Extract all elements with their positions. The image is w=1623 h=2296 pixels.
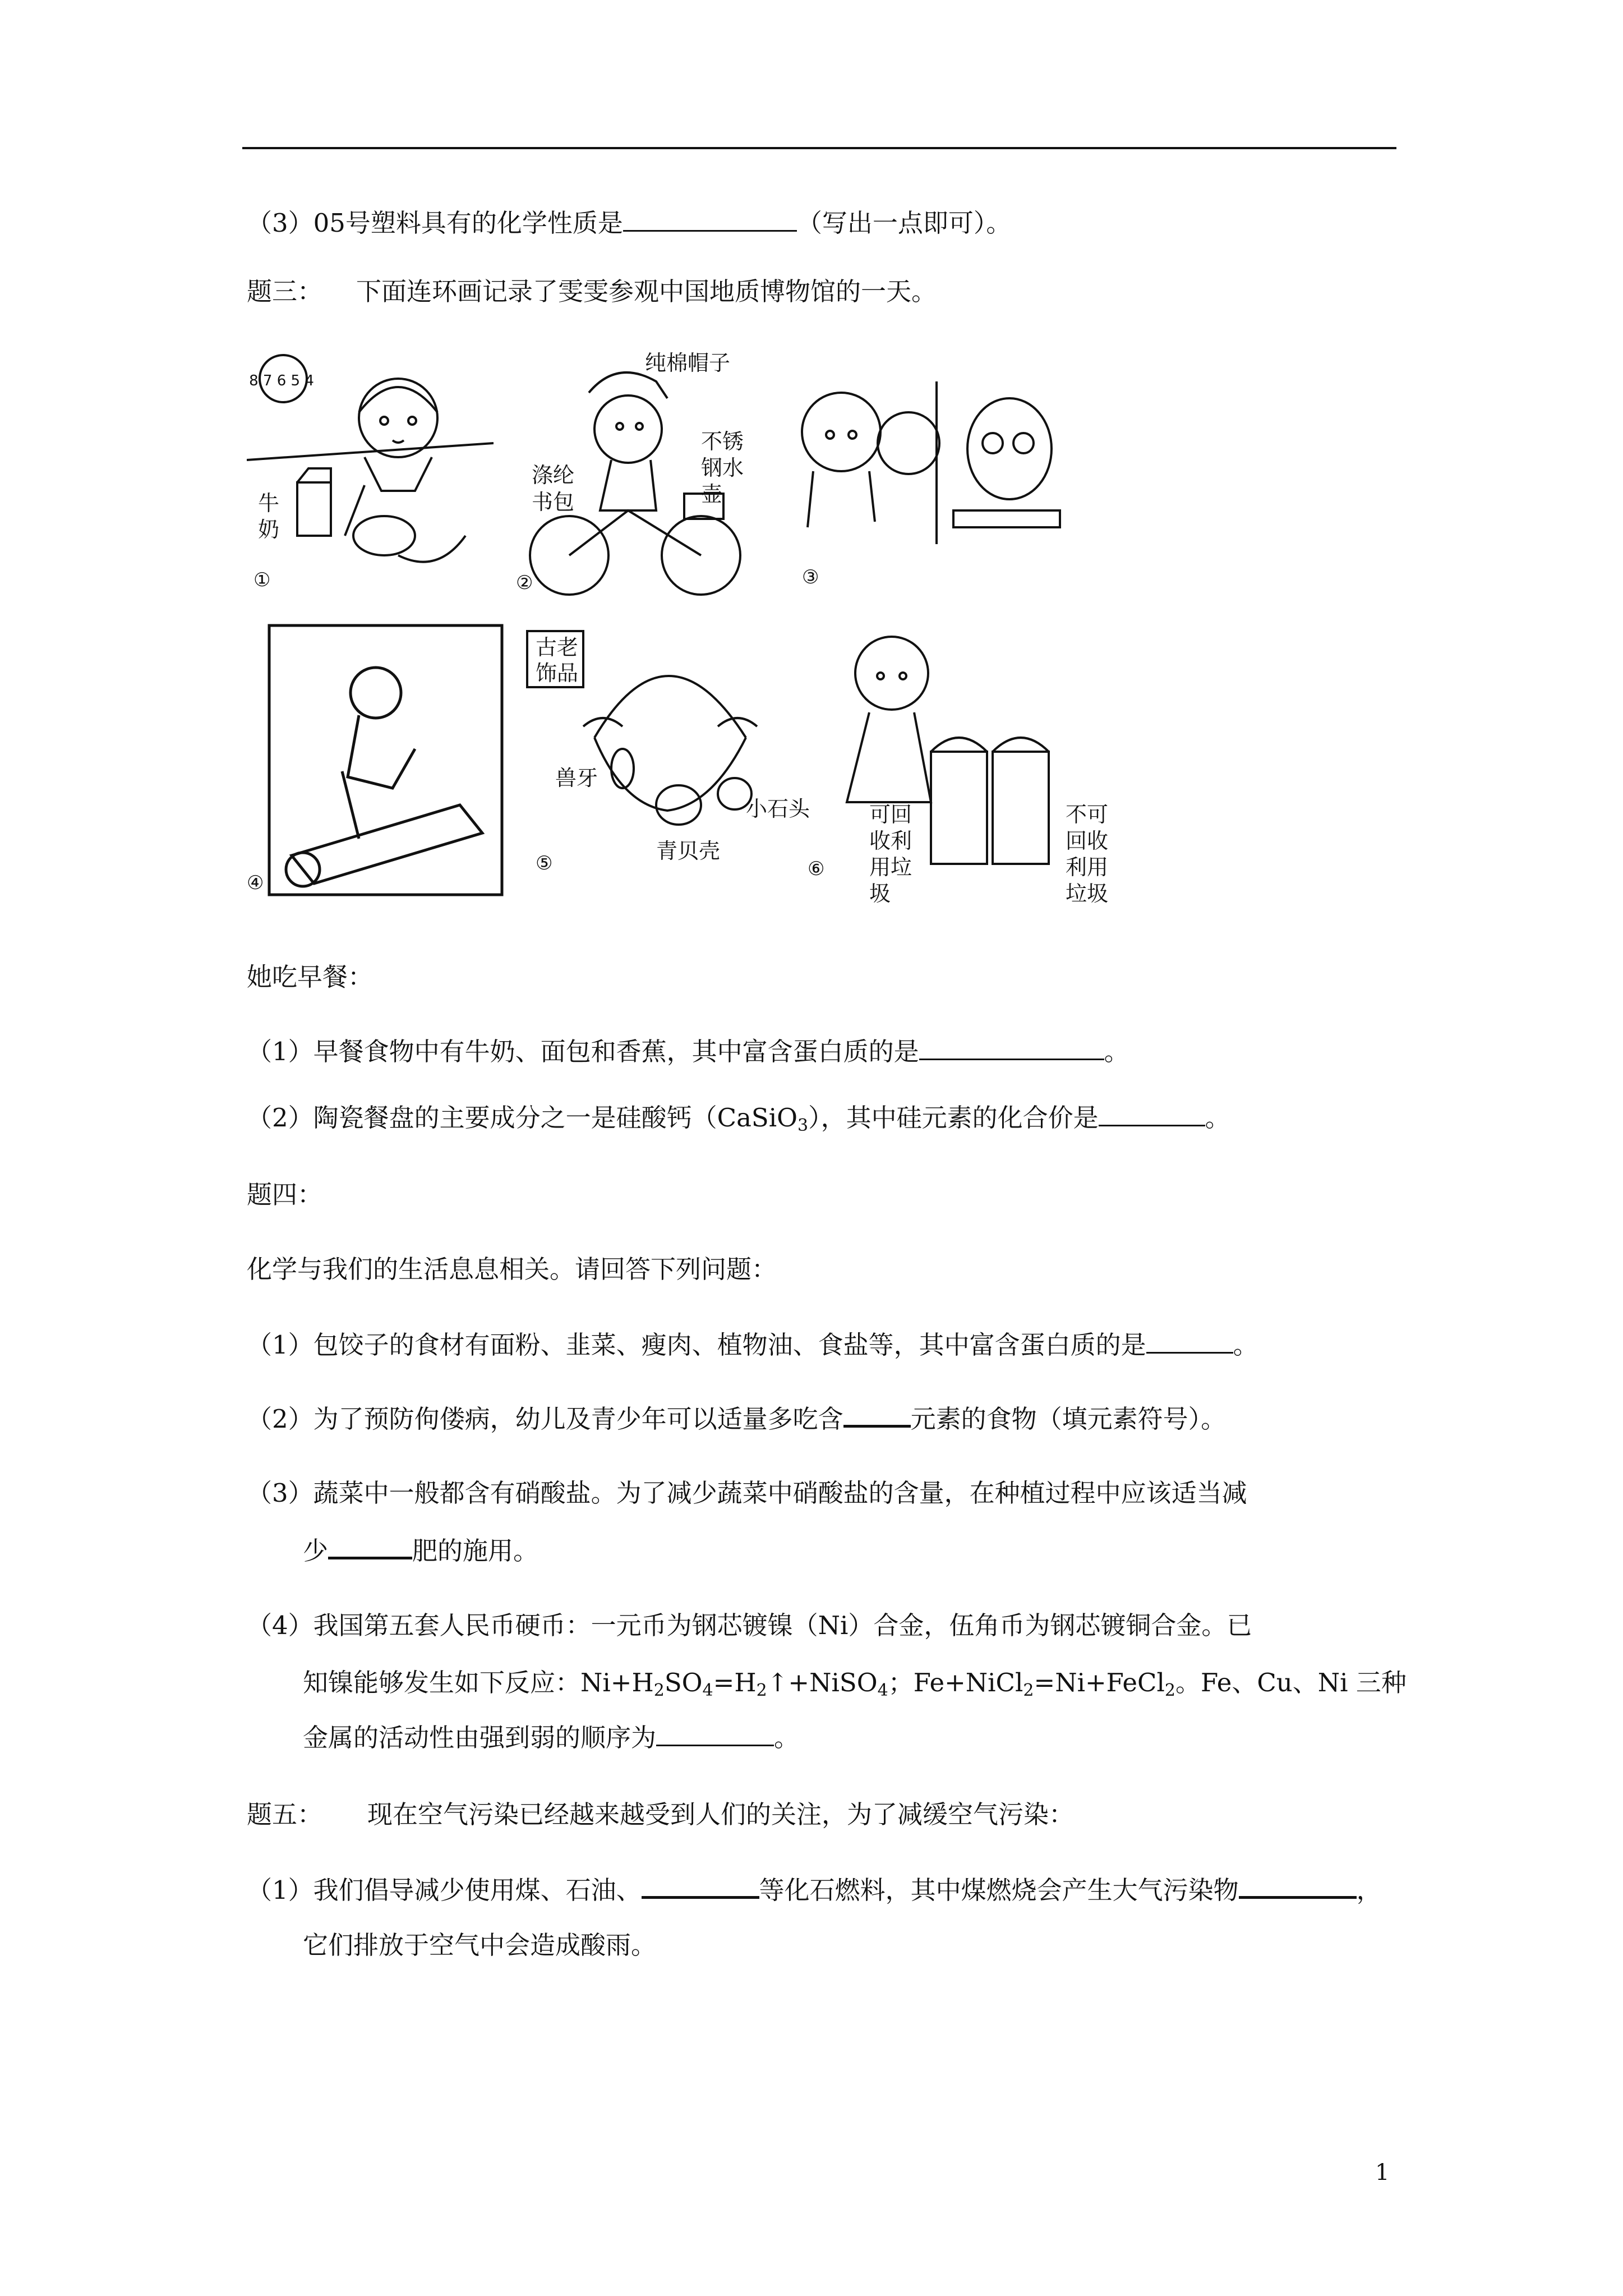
tooth-label: 兽牙 (555, 766, 598, 790)
page-number: 1 (1375, 2160, 1390, 2185)
question-title: 题三： (247, 277, 323, 306)
breakfast-heading: 她吃早餐： (247, 962, 374, 992)
answer-blank[interactable] (623, 208, 797, 232)
panel-number-5: ⑤ (536, 852, 553, 875)
q4-item-4b: 知镍能够发生如下反应：$Ni+H_2SO_4=H_2↑+NiSO_4$；Fe+NiCl$_2$=Ni+FeCl$_2$。Fe、Cu、Ni 三种 (303, 1668, 1407, 1700)
q4-item-3a: （3）蔬菜中一般都含有硝酸盐。为了减少蔬菜中硝酸盐的含量，在种植过程中应该适当减 (247, 1478, 1247, 1508)
polyester-label-1: 涤纶 (532, 463, 575, 487)
q5-item-1b: 它们排放于空气中会造成酸雨。 (303, 1930, 657, 1960)
answer-blank[interactable] (656, 1722, 774, 1746)
comic-panel-6 (808, 628, 1122, 928)
milk-label-1: 牛 (258, 491, 280, 516)
answer-blank[interactable] (1239, 1874, 1357, 1899)
q3-title-line (247, 275, 937, 309)
steel-label-3: 壶 (701, 482, 723, 507)
panel-number-3: ③ (802, 566, 819, 588)
panel-number-2: ② (516, 572, 533, 594)
steel-label-1: 不锈 (701, 429, 744, 454)
comic-panel-2 (516, 342, 808, 603)
answer-blank[interactable] (919, 1036, 1104, 1060)
q3-item-1: （1）早餐食物中有牛奶、面包和香蕉，其中富含蛋白质的是 。 (247, 1037, 1129, 1066)
svg-text:8 7 6 5 4: 8 7 6 5 4 (249, 372, 314, 389)
recyclable-label-3: 用垃 (869, 855, 912, 880)
ornament-label-2: 饰品 (536, 661, 579, 685)
question-intro: 现在空气污染已经越来越受到人们的关注，为了减缓空气污染： (367, 1800, 1075, 1829)
comic-panel-5 (510, 625, 819, 900)
q4-item-4a: （4）我国第五套人民币硬币：一元币为钢芯镀镍（Ni）合金，伍角币为钢芯镀铜合金。已 (247, 1611, 1252, 1640)
nonrecyclable-label-4: 垃圾 (1066, 881, 1109, 906)
q4-item-4c: 金属的活动性由强到弱的顺序为 。 (303, 1723, 800, 1752)
polyester-label-2: 书包 (532, 490, 575, 514)
q4-item-3b: 少 肥的施用。 (303, 1534, 538, 1568)
recyclable-label-2: 收利 (869, 829, 912, 853)
q2-item-3: （3）05号塑料具有的化学性质是 （写出一点即可）。 (247, 208, 1012, 238)
panel-number-4: ④ (247, 872, 264, 894)
answer-blank[interactable] (1146, 1329, 1233, 1354)
answer-blank[interactable] (642, 1874, 759, 1899)
comic-panel-1 (247, 351, 494, 603)
nonrecyclable-label-2: 回收 (1066, 829, 1109, 853)
q4-item-2: （2）为了预防佝偻病，幼儿及青少年可以适量多吃含 元素的食物（填元素符号）。 (247, 1402, 1226, 1436)
answer-blank[interactable] (328, 1534, 412, 1559)
recyclable-label-4: 圾 (869, 881, 891, 906)
ornament-label-1: 古老 (536, 635, 579, 660)
nonrecyclable-label-3: 利用 (1066, 855, 1109, 880)
comic-panel-4 (247, 620, 510, 900)
answer-blank[interactable] (1099, 1102, 1205, 1126)
panel-number-6: ⑥ (808, 858, 825, 880)
steel-label-2: 钢水 (701, 455, 744, 480)
recyclable-label-1: 可回 (869, 802, 912, 827)
stone-label: 小石头 (746, 797, 810, 821)
question-intro: 下面连环画记录了雯雯参观中国地质博物馆的一天。 (356, 277, 937, 306)
comic-panel-3 (796, 359, 1077, 603)
q5-title-line (247, 1798, 1074, 1832)
q3-item-2: （2）陶瓷餐盘的主要成分之一是硅酸钙（CaSiO$_3$），其中硅元素的化合价是 。 (247, 1103, 1230, 1135)
shell-label: 青贝壳 (656, 839, 721, 863)
panel-number-1: ① (253, 569, 271, 591)
cotton-hat-label: 纯棉帽子 (645, 351, 731, 375)
question-title: 题五： (247, 1800, 323, 1829)
milk-label-2: 奶 (258, 517, 280, 542)
header-rule (242, 147, 1396, 149)
answer-blank[interactable] (843, 1402, 911, 1428)
q4-item-1: （1）包饺子的食材有面粉、韭菜、瘦肉、植物油、食盐等，其中富含蛋白质的是 。 (247, 1330, 1258, 1360)
q5-item-1a: （1）我们倡导减少使用煤、石油、 等化石燃料，其中煤燃烧会产生大气污染物 ， (247, 1874, 1382, 1907)
nonrecyclable-label-1: 不可 (1066, 802, 1109, 827)
q4-title: 题四： (247, 1180, 323, 1209)
q4-intro: 化学与我们的生活息息相关。请回答下列问题： (247, 1254, 777, 1284)
